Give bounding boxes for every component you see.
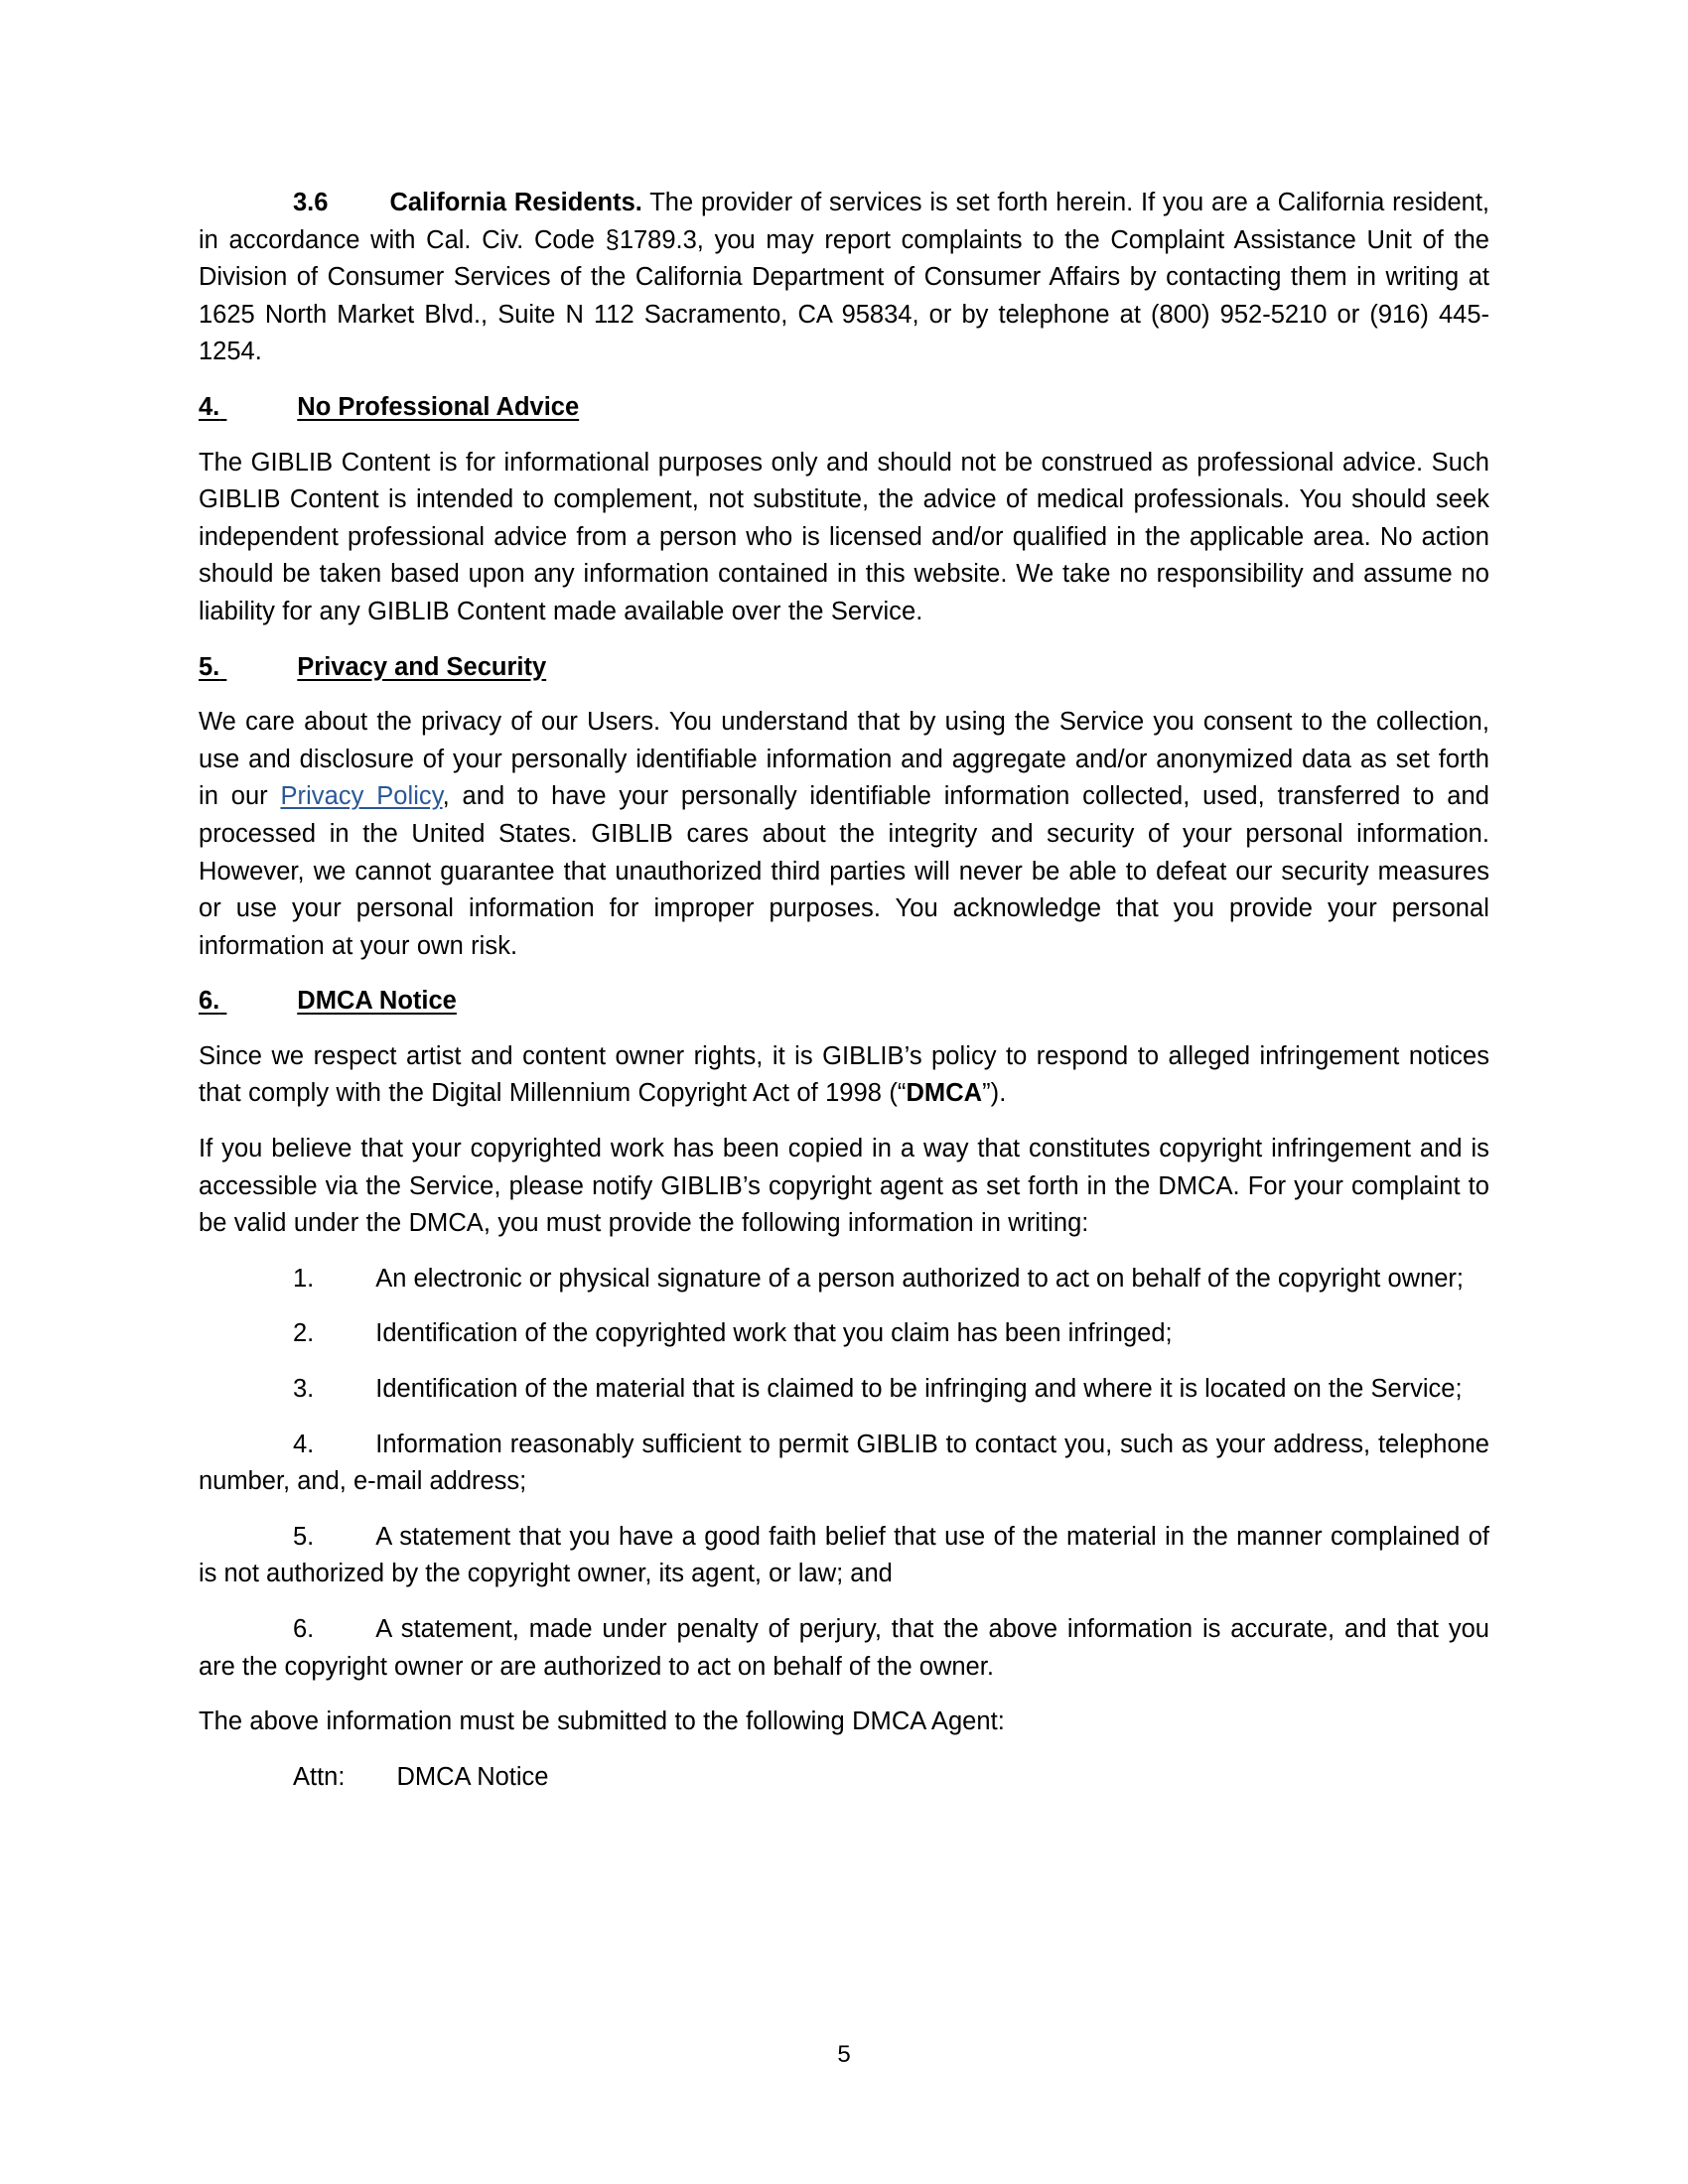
list-item-text: An electronic or physical signature of a person authorized to act on behalf of the copyright owner;: [375, 1264, 1465, 1293]
heading-dmca-notice: [199, 983, 1489, 1021]
heading-tab-underline: [219, 649, 297, 687]
page-number: 5: [837, 2041, 851, 2068]
section-6-p1-before-bold: Since we respect artist and content owner rights, it is GIBLIB’s policy to respond to alleged infringement notices that comply with the Digital Millennium Copyright Act of 1998 (“: [199, 1041, 1489, 1108]
dmca-agent-attn-line: [199, 1759, 1489, 1797]
section-6-paragraph-2: If you believe that your copyrighted work has been copied in a way that constitutes copyright infringement and is accessible via the Service, please notify GIBLIB’s copyright agent as set forth in the DMCA. For your complaint to be valid under the DMCA, you must provide the following information in writing:: [199, 1135, 1489, 1238]
section-6-title: DMCA Notice: [297, 987, 457, 1016]
section-3-6-title: California Residents.: [389, 189, 642, 216]
section-4-number: 4.: [199, 392, 220, 421]
attn-value: DMCA Notice: [396, 1762, 549, 1791]
page-content: [199, 185, 1489, 1796]
section-6-number: 6.: [199, 987, 220, 1016]
attn-label: Attn:: [293, 1762, 346, 1791]
list-item-number: 1.: [293, 1264, 315, 1293]
section-5-title: Privacy and Security: [297, 652, 547, 681]
list-item-number: 3.: [293, 1375, 315, 1404]
section-3-6-number: 3.6: [293, 189, 329, 216]
section-5-body-before-link: We care about the privacy of our Users. You understand that by using the Service you consent to the collection, use and disclosure of your personally identifiable information and aggregate and/or anonymized data as set forth in our: [199, 708, 1489, 811]
section-4-body: The GIBLIB Content is for informational purposes only and should not be construed as professional advice. Such GIBLIB Content is intended to complement, not substitute, the advice of medical professionals. You should seek independent professional advice from a person who is licensed and/or qualified in the applicable area. No action should be taken based upon any information contained in this website. We take no responsibility and assume no liability for any GIBLIB Content made available over the Service.: [199, 448, 1489, 625]
heading-tab-underline: [219, 389, 297, 427]
section-5-number: 5.: [199, 652, 220, 681]
dmca-agent-intro: The above information must be submitted to the following DMCA Agent:: [199, 1707, 1005, 1736]
section-6-p1-after-bold: ”).: [982, 1079, 1007, 1108]
section-4-title: No Professional Advice: [297, 392, 580, 421]
list-item: [199, 1611, 1489, 1686]
list-item: [199, 1315, 1489, 1353]
list-item-text: Information reasonably sufficient to permit GIBLIB to contact you, such as your address, telephone number, and, e-mail address;: [199, 1430, 1489, 1496]
list-item-text: Identification of the copyrighted work that you claim has been infringed;: [375, 1319, 1173, 1348]
list-item-text: A statement that you have a good faith belief that use of the material in the manner complained of is not authorized by the copyright owner, its agent, or law; and: [199, 1522, 1489, 1588]
dmca-defined-term: DMCA: [906, 1079, 983, 1108]
section-3-6-body: The provider of services is set forth herein. If you are a California resident, in accordance with Cal. Civ. Code §1789.3, you may report complaints to the Complaint Assistance Unit of the Division of Consumer Services of the California Department of Consumer Affairs by contacting them in writing at 1625 North Market Blvd., Suite N 112 Sacramento, CA 95834, or by telephone at (800) 952-5210 or (916) 445-1254.: [199, 189, 1489, 366]
privacy-policy-link[interactable]: Privacy Policy: [280, 782, 443, 811]
section-6-paragraph-1: [199, 1038, 1489, 1113]
heading-privacy-and-security: [199, 649, 1489, 687]
section-5-body: [199, 704, 1489, 965]
list-item: [199, 1427, 1489, 1501]
heading-no-professional-advice: [199, 389, 1489, 427]
list-item: [199, 1519, 1489, 1593]
list-item-number: 2.: [293, 1319, 315, 1348]
list-item-number: 5.: [293, 1522, 315, 1551]
list-item-number: 4.: [293, 1430, 315, 1458]
list-item: [199, 1261, 1489, 1298]
list-item-text: Identification of the material that is claimed to be infringing and where it is located on the Service;: [375, 1375, 1463, 1404]
list-item-text: A statement, made under penalty of perjury, that the above information is accurate, and that you are the copyright owner or are authorized to act on behalf of the owner.: [199, 1615, 1489, 1681]
list-item-number: 6.: [293, 1615, 315, 1643]
page-footer: [0, 2040, 1688, 2070]
section-5-body-after-link: , and to have your personally identifiable information collected, used, transferred to and processed in the United States. GIBLIB cares about the integrity and security of your personal information. However, we cannot guarantee that unauthorized third parties will never be able to defeat our security measures or use your personal information for improper purposes. You acknowledge that you provide your personal information at your own risk.: [199, 782, 1489, 960]
heading-tab-underline: [219, 983, 297, 1021]
list-item: [199, 1371, 1489, 1409]
section-3-6-paragraph: [199, 185, 1489, 371]
